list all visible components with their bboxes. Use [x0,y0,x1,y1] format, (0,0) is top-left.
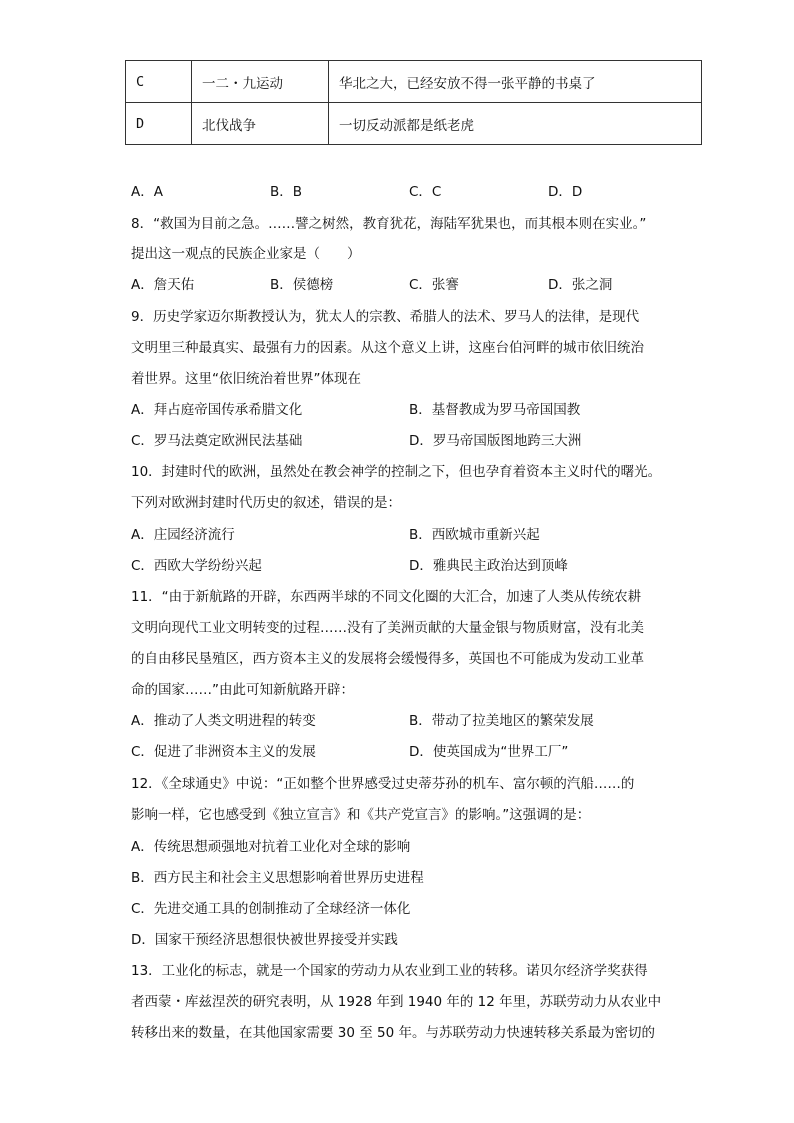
q8-option-c: C．张謇 [409,277,459,293]
q9-stem-line: 文明里三种最真实、最强有力的因素。从这个意义上讲，这座台伯河畔的城市依旧统治 [131,340,644,356]
row-event: 一二・九运动 [192,61,329,103]
table-row [126,61,702,103]
q9-option-b: B．基督教成为罗马帝国国教 [409,402,581,418]
q8-option-a: A．詹天佑 [131,277,195,293]
q9-option-d: D．罗马帝国版图地跨三大洲 [409,433,582,449]
q7-option-c: C．C [409,184,442,200]
q11-stem-line: 的自由移民垦殖区，西方资本主义的发展将会缓慢得多，英国也不可能成为发动工业革 [131,651,644,667]
q9-stem-line: 着世界。这里“依旧统治着世界”体现在 [131,371,361,387]
q8-option-d: D．张之洞 [548,277,613,293]
q11-option-c: C．促进了非洲资本主义的发展 [131,744,316,760]
options-table [125,60,702,145]
q12-option-a: A．传统思想顽强地对抗着工业化对全球的影响 [131,839,411,855]
q12-stem-line: 12．《全球通史》中说：“正如整个世界感受过史蒂芬孙的机车、富尔顿的汽船……的 [131,776,635,792]
q10-stem-line: 10．封建时代的欧洲，虽然处在教会神学的控制之下，但也孕育着资本主义时代的曙光。 [131,464,662,480]
row-quote: 华北之大，已经安放不得一张平静的书桌了 [329,61,702,103]
row-quote: 一切反动派都是纸老虎 [329,103,702,145]
q13-stem-line: 13．工业化的标志，就是一个国家的劳动力从农业到工业的转移。诺贝尔经济学奖获得 [131,963,648,979]
q12-option-c: C．先进交通工具的创制推动了全球经济一体化 [131,901,411,917]
q10-stem-line: 下列对欧洲封建时代历史的叙述，错误的是： [131,495,401,511]
row-letter: C [126,61,192,103]
q10-option-d: D．雅典民主政治达到顶峰 [409,558,568,574]
q11-option-b: B．带动了拉美地区的繁荣发展 [409,713,594,729]
q11-option-d: D．使英国成为“世界工厂” [409,744,569,760]
q7-option-a: A．A [131,184,163,200]
q12-stem-line: 影响一样，它也感受到《独立宣言》和《共产党宣言》的影响。”这强调的是： [131,807,591,823]
q11-stem-line: 11．“由于新航路的开辟，东西两半球的不同文化圈的大汇合，加速了人类从传统农耕 [131,589,642,605]
q7-option-b: B．B [270,184,303,200]
q10-option-a: A．庄园经济流行 [131,527,235,543]
q10-option-b: B．西欧城市重新兴起 [409,527,540,543]
q10-option-c: C．西欧大学纷纷兴起 [131,558,262,574]
q12-option-d: D．国家干预经济思想很快被世界接受并实践 [131,932,398,948]
q7-option-d: D．D [548,184,583,200]
q8-stem-line: 提出这一观点的民族企业家是（ ） [131,246,361,262]
q8-option-b: B．侯德榜 [270,277,334,293]
q8-stem-line: 8．“救国为目前之急。……譬之树然，教育犹花，海陆军犹果也，而其根本则在实业。” [131,216,647,232]
q12-option-b: B．西方民主和社会主义思想影响着世界历史进程 [131,870,424,886]
q13-stem-line: 转移出来的数量，在其他国家需要 30 至 50 年。与苏联劳动力快速转移关系最为密切的 [131,1025,656,1041]
q9-option-c: C．罗马法奠定欧洲民法基础 [131,433,303,449]
table-row [126,103,702,145]
q13-stem-line: 者西蒙・库兹涅茨的研究表明，从 1928 年到 1940 年的 12 年里，苏联劳动力从农业中 [131,994,662,1010]
q11-stem-line: 文明向现代工业文明转变的过程……没有了美洲贡献的大量金银与物质财富，没有北美 [131,620,644,636]
q9-stem-line: 9．历史学家迈尔斯教授认为，犹太人的宗教、希腊人的法术、罗马人的法律，是现代 [131,309,640,325]
row-letter: D [126,103,192,145]
q11-stem-line: 命的国家……”由此可知新航路开辟： [131,682,354,698]
q9-option-a: A．拜占庭帝国传承希腊文化 [131,402,303,418]
row-event: 北伐战争 [192,103,329,145]
q11-option-a: A．推动了人类文明进程的转变 [131,713,316,729]
